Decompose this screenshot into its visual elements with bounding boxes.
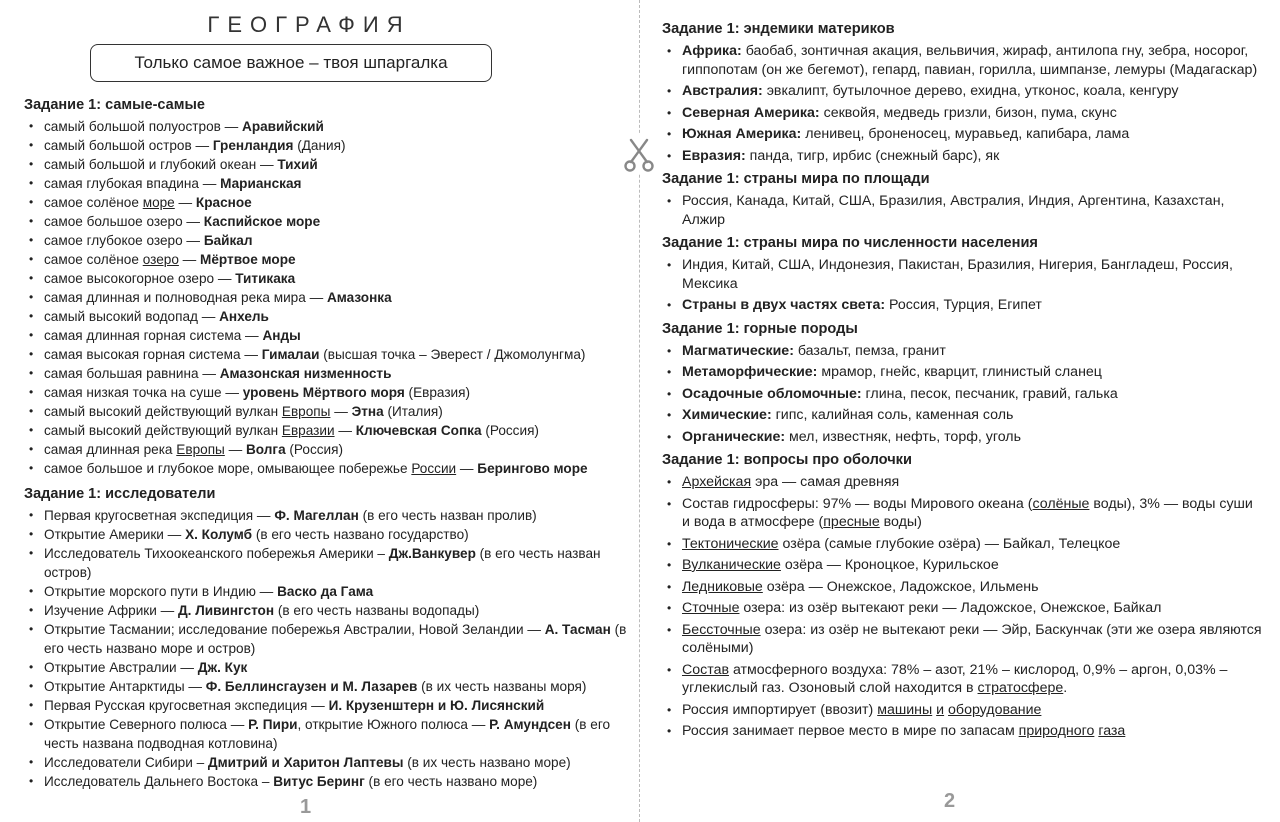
bold-text: Осадочные обломочные: <box>682 385 862 402</box>
underlined-text: Бессточные <box>682 621 761 638</box>
underlined-text: Архейская <box>682 474 752 490</box>
bold-text: Австралия: <box>682 83 763 99</box>
text-span: воды) <box>879 514 922 530</box>
bold-text: Химические: <box>682 407 772 423</box>
list-item <box>24 117 636 136</box>
list-item <box>24 459 636 478</box>
underlined-text: Европы <box>176 442 225 457</box>
text-span: (в их честь названы моря) <box>417 679 587 694</box>
list-item <box>24 174 636 193</box>
list-item <box>662 147 1262 166</box>
underlined-text: Ледниковые <box>682 578 763 595</box>
text-span: самое солёное <box>44 252 143 267</box>
text-span: (в его честь названо море) <box>364 774 538 789</box>
bold-text: Тихий <box>277 157 318 172</box>
text-span: гипс, калийная соль, каменная соль <box>771 407 1014 423</box>
bold-text: Амазонская низменность <box>219 366 392 381</box>
text-span: , открытие Южного полюса — <box>297 717 490 732</box>
text-span: (Дания) <box>293 138 346 153</box>
list-item <box>24 715 636 753</box>
text-span: глина, песок, песчаник, гравий, галька <box>861 385 1118 402</box>
list-item <box>24 383 636 402</box>
bold-text: Д. Ливингстон <box>177 603 275 618</box>
bold-text: А. Тасман <box>544 622 611 637</box>
list-explorers <box>24 506 636 791</box>
bold-text: Амазонка <box>326 290 392 305</box>
list-item <box>24 421 636 440</box>
text-span: Исследователь Дальнего Востока – <box>44 774 274 789</box>
bold-text: Южная Америка: <box>682 126 802 142</box>
list-population <box>662 256 1262 315</box>
text-span: (Россия) <box>285 442 344 457</box>
list-item <box>24 155 636 174</box>
list-item <box>662 473 1262 492</box>
page-number-1: 1 <box>300 796 312 818</box>
underlined-text: и <box>936 701 945 718</box>
text-span: Открытие Америки — <box>44 527 186 542</box>
list-item <box>24 753 636 772</box>
list-item <box>662 342 1262 361</box>
bold-text: Ключевская Сопка <box>355 423 482 438</box>
bold-text: Анды <box>262 328 301 343</box>
bold-text: Волга <box>245 442 286 457</box>
list-item <box>24 136 636 155</box>
text-span: озера: из озёр не вытекают реки — Эйр, Баскунчак (эти же озера являются солёными) <box>682 621 1262 656</box>
list-item <box>24 677 636 696</box>
text-span: панда, тигр, ирбис (снежный барс), як <box>745 147 1000 164</box>
list-item <box>662 722 1262 741</box>
list-item <box>662 42 1262 79</box>
text-span: (в его честь назван пролив) <box>358 508 537 523</box>
bold-text: Анхель <box>219 309 269 324</box>
list-item <box>662 578 1262 597</box>
underlined-text: озеро <box>142 252 179 267</box>
text-span: воды), 3% — воды суши и вода в атмосфере ( <box>682 495 1253 530</box>
text-span: самая длинная горная система — <box>44 328 263 343</box>
list-item <box>662 621 1262 658</box>
right-content <box>662 19 1262 745</box>
bold-text: Аравийский <box>242 119 324 134</box>
list-item <box>662 556 1262 575</box>
text-span: Первая кругосветная экспедиция — <box>44 508 275 523</box>
bold-text: Страны в двух частях света: <box>682 297 886 313</box>
bold-text: Гималаи <box>261 347 320 362</box>
list-item <box>662 428 1262 447</box>
underlined-text: газа <box>1098 723 1126 739</box>
underlined-text: Вулканические <box>682 557 781 573</box>
section-heading-explorers: Задание 1: исследователи <box>24 486 216 502</box>
text-span: (Евразия) <box>404 385 471 400</box>
list-item <box>24 601 636 620</box>
bold-text: И. Крузенштерн и Ю. Лисянский <box>328 698 545 713</box>
bold-text: Северная Америка: <box>682 104 820 121</box>
list-item <box>24 250 636 269</box>
text-span: . <box>1063 680 1068 696</box>
list-item <box>662 125 1262 144</box>
text-span: — <box>456 461 478 476</box>
section-heading-superlatives: Задание 1: самые-самые <box>24 97 205 113</box>
text-span: самая большая равнина — <box>44 366 220 381</box>
underlined-text: Европы <box>281 404 331 419</box>
text-span: — <box>178 252 201 267</box>
list-rocks <box>662 342 1262 447</box>
list-item <box>24 326 636 345</box>
bold-text: Марианская <box>220 176 302 191</box>
bold-text: Байкал <box>203 233 253 248</box>
text-span: баобаб, зонтичная акация, вельвичия, жираф, антилопа гну, зебра, носорог, гиппопотам (он же бегемот), гепард, павиан, горилла, шимпанзе, лемуры (Мадагаскар) <box>682 43 1258 78</box>
text-span: (в его честь названо государство) <box>252 527 469 542</box>
list-superlatives <box>24 117 636 478</box>
list-item <box>662 495 1262 532</box>
list-item <box>662 82 1262 101</box>
text-span: самое большое и глубокое море, омывающее побережье <box>44 461 412 476</box>
list-item <box>662 296 1262 315</box>
text-span: Россия импортирует (ввозит) <box>682 701 878 718</box>
list-item <box>24 544 636 582</box>
text-span: озёра — Кроноцкое, Курильское <box>780 557 999 573</box>
text-span: — <box>334 423 356 438</box>
text-span: самый большой остров — <box>44 138 213 153</box>
underlined-text: оборудование <box>948 701 1042 718</box>
list-area <box>662 192 1262 229</box>
list-item <box>24 193 636 212</box>
bold-text: Красное <box>195 195 252 210</box>
bold-text: Титикака <box>235 271 296 286</box>
list-item <box>24 402 636 421</box>
list-item <box>662 104 1262 123</box>
bold-text: Магматические: <box>682 342 794 359</box>
list-item <box>24 212 636 231</box>
page-title: ГЕОГРАФИЯ <box>207 12 411 37</box>
list-item <box>24 525 636 544</box>
subtitle-box <box>90 44 492 82</box>
text-span: озёра (самые глубокие озёра) — Байкал, Телецкое <box>778 535 1121 552</box>
text-span: Открытие Австралии — <box>44 660 198 675</box>
list-item <box>662 406 1262 425</box>
text-span: самое высокогорное озеро — <box>44 271 236 286</box>
list-item <box>662 661 1262 698</box>
bold-text: Гренландия <box>212 138 294 153</box>
section-heading-population: Задание 1: страны мира по численности населения <box>662 235 1038 251</box>
bold-text: Ф. Беллинсгаузен и М. Лазарев <box>205 679 418 694</box>
underlined-text: стратосфере <box>977 680 1064 696</box>
underlined-text: пресные <box>823 514 880 530</box>
text-span: базальт, пемза, гранит <box>793 342 946 359</box>
text-span: ленивец, броненосец, муравьед, капибара, лама <box>801 126 1130 142</box>
text-span: самый большой и глубокий океан — <box>44 157 278 172</box>
text-span: самое большое озеро — <box>44 214 204 229</box>
list-item <box>24 345 636 364</box>
page-number-2: 2 <box>944 790 956 812</box>
text-span: самая длинная и полноводная река мира — <box>44 290 327 305</box>
text-span: самый большой полуостров — <box>44 119 242 134</box>
text-span: атмосферного воздуха: 78% – азот, 21% – кислород, 0,9% – аргон, 0,03% – углекислый газ. Озоновый слой находится в <box>682 661 1228 696</box>
text-span: Исследователи Сибири – <box>44 755 208 770</box>
list-item <box>24 307 636 326</box>
text-span: Открытие Тасмании; исследование побережья Австралии, Новой Зеландии — <box>44 622 545 637</box>
section-heading-endemics: Задание 1: эндемики материков <box>662 21 895 37</box>
text-span: самый высокий водопад — <box>44 309 220 324</box>
text-span: Россия, Канада, Китай, США, Бразилия, Австралия, Индия, Аргентина, Казахстан, Алжир <box>682 193 1225 228</box>
bold-text: Органические: <box>682 428 786 445</box>
list-item <box>24 696 636 715</box>
underlined-text: природного <box>1018 723 1095 739</box>
list-item <box>662 256 1262 293</box>
list-item <box>24 506 636 525</box>
text-span: — <box>224 442 246 457</box>
list-item <box>662 192 1262 229</box>
text-span: (высшая точка – Эверест / Джомолунгма) <box>319 347 586 362</box>
text-span: самая низкая точка на суше — <box>44 385 243 400</box>
bold-text: уровень Мёртвого моря <box>242 385 405 400</box>
text-span: мрамор, гнейс, кварцит, глинистый сланец <box>817 364 1102 380</box>
section-heading-area: Задание 1: страны мира по площади <box>662 171 930 187</box>
bold-text: Р. Пири <box>248 717 298 732</box>
underlined-text: машины <box>877 701 933 718</box>
text-span: (в его честь названы водопады) <box>274 603 480 618</box>
section-heading-spheres: Задание 1: вопросы про оболочки <box>662 452 912 468</box>
bold-text: Дмитрий и Харитон Лаптевы <box>207 755 404 770</box>
text-span: (в его честь назван остров) <box>44 546 601 580</box>
text-span: Открытие Антарктиды — <box>44 679 206 694</box>
list-item <box>24 440 636 459</box>
list-item <box>24 582 636 601</box>
text-span: Открытие морского пути в Индию — <box>44 584 278 599</box>
list-item <box>662 385 1262 404</box>
text-span: эра — самая древняя <box>751 474 900 490</box>
bold-text: Каспийское море <box>203 214 321 229</box>
list-item <box>662 363 1262 382</box>
list-item <box>662 599 1262 618</box>
text-span: самая глубокая впадина — <box>44 176 221 191</box>
text-span: самый высокий действующий вулкан <box>44 423 282 438</box>
bold-text: Витус Беринг <box>273 774 365 789</box>
bold-text: Ф. Магеллан <box>274 508 359 523</box>
text-span: мел, известняк, нефть, торф, уголь <box>785 428 1021 445</box>
text-span: Россия занимает первое место в мире по запасам <box>682 723 1019 739</box>
text-span: секвойя, медведь гризли, бизон, пума, скунс <box>819 104 1117 121</box>
underlined-text: Тектонические <box>682 535 779 552</box>
text-span: Состав гидросферы: 97% — воды Мирового океана ( <box>682 495 1033 512</box>
bold-text: Дж. Кук <box>197 660 248 675</box>
list-item <box>24 269 636 288</box>
bold-text: Евразия: <box>682 147 746 164</box>
text-span: (в их честь названо море) <box>403 755 571 770</box>
bold-text: Дж.Ванкувер <box>388 546 476 561</box>
list-item <box>662 701 1262 720</box>
text-span: Первая Русская кругосветная экспедиция — <box>44 698 329 713</box>
left-content <box>24 95 636 797</box>
text-span: — <box>174 195 196 210</box>
text-span: самый высокий действующий вулкан <box>44 404 282 419</box>
list-item <box>662 535 1262 554</box>
subtitle: Только самое важное – твоя шпаргалка <box>134 53 448 72</box>
underlined-text: Сточные <box>682 600 740 616</box>
underlined-text: солёные <box>1032 495 1090 512</box>
text-span: озера: из озёр вытекают реки — Ладожское, Онежское, Байкал <box>739 600 1162 616</box>
text-span: самое солёное <box>44 195 143 210</box>
bold-text: Р. Амундсен <box>489 717 571 732</box>
text-span: (Россия) <box>481 423 539 438</box>
list-item <box>24 231 636 250</box>
underlined-text: России <box>411 461 457 476</box>
list-item <box>24 620 636 658</box>
cut-line <box>639 0 640 822</box>
bold-text: Метаморфические: <box>682 364 818 380</box>
list-item <box>24 772 636 791</box>
text-span: Исследователь Тихоокеанского побережья Америки – <box>44 546 389 561</box>
underlined-text: Состав <box>682 661 729 678</box>
list-endemics <box>662 42 1262 165</box>
underlined-text: Евразии <box>281 423 335 438</box>
bold-text: Мёртвое море <box>200 252 296 267</box>
text-span: — <box>330 404 352 419</box>
text-span: Россия, Турция, Египет <box>885 297 1042 313</box>
underlined-text: море <box>142 195 175 210</box>
text-span: Изучение Африки — <box>44 603 178 618</box>
list-spheres <box>662 473 1262 741</box>
bold-text: Африка: <box>682 43 742 59</box>
section-heading-rocks: Задание 1: горные породы <box>662 320 858 337</box>
text-span: Индия, Китай, США, Индонезия, Пакистан, Бразилия, Нигерия, Бангладеш, Россия, Мексика <box>682 257 1233 292</box>
text-span: озёра — Онежское, Ладожское, Ильмень <box>762 578 1039 595</box>
list-item <box>24 288 636 307</box>
text-span: (в его честь названо море и остров) <box>44 622 627 656</box>
bold-text: Х. Колумб <box>185 527 253 542</box>
text-span: самая высокая горная система — <box>44 347 262 362</box>
text-span: Открытие Северного полюса — <box>44 717 249 732</box>
text-span: эвкалипт, бутылочное дерево, ехидна, утконос, коала, кенгуру <box>762 83 1179 99</box>
text-span: (в его честь названа подводная котловина) <box>44 717 611 751</box>
text-span: самое глубокое озеро — <box>44 233 204 248</box>
bold-text: Васко да Гама <box>277 584 374 599</box>
list-item <box>24 658 636 677</box>
text-span: (Италия) <box>383 404 443 419</box>
text-span: самая длинная река <box>44 442 177 457</box>
bold-text: Берингово море <box>477 461 588 476</box>
list-item <box>24 364 636 383</box>
bold-text: Этна <box>351 404 384 419</box>
